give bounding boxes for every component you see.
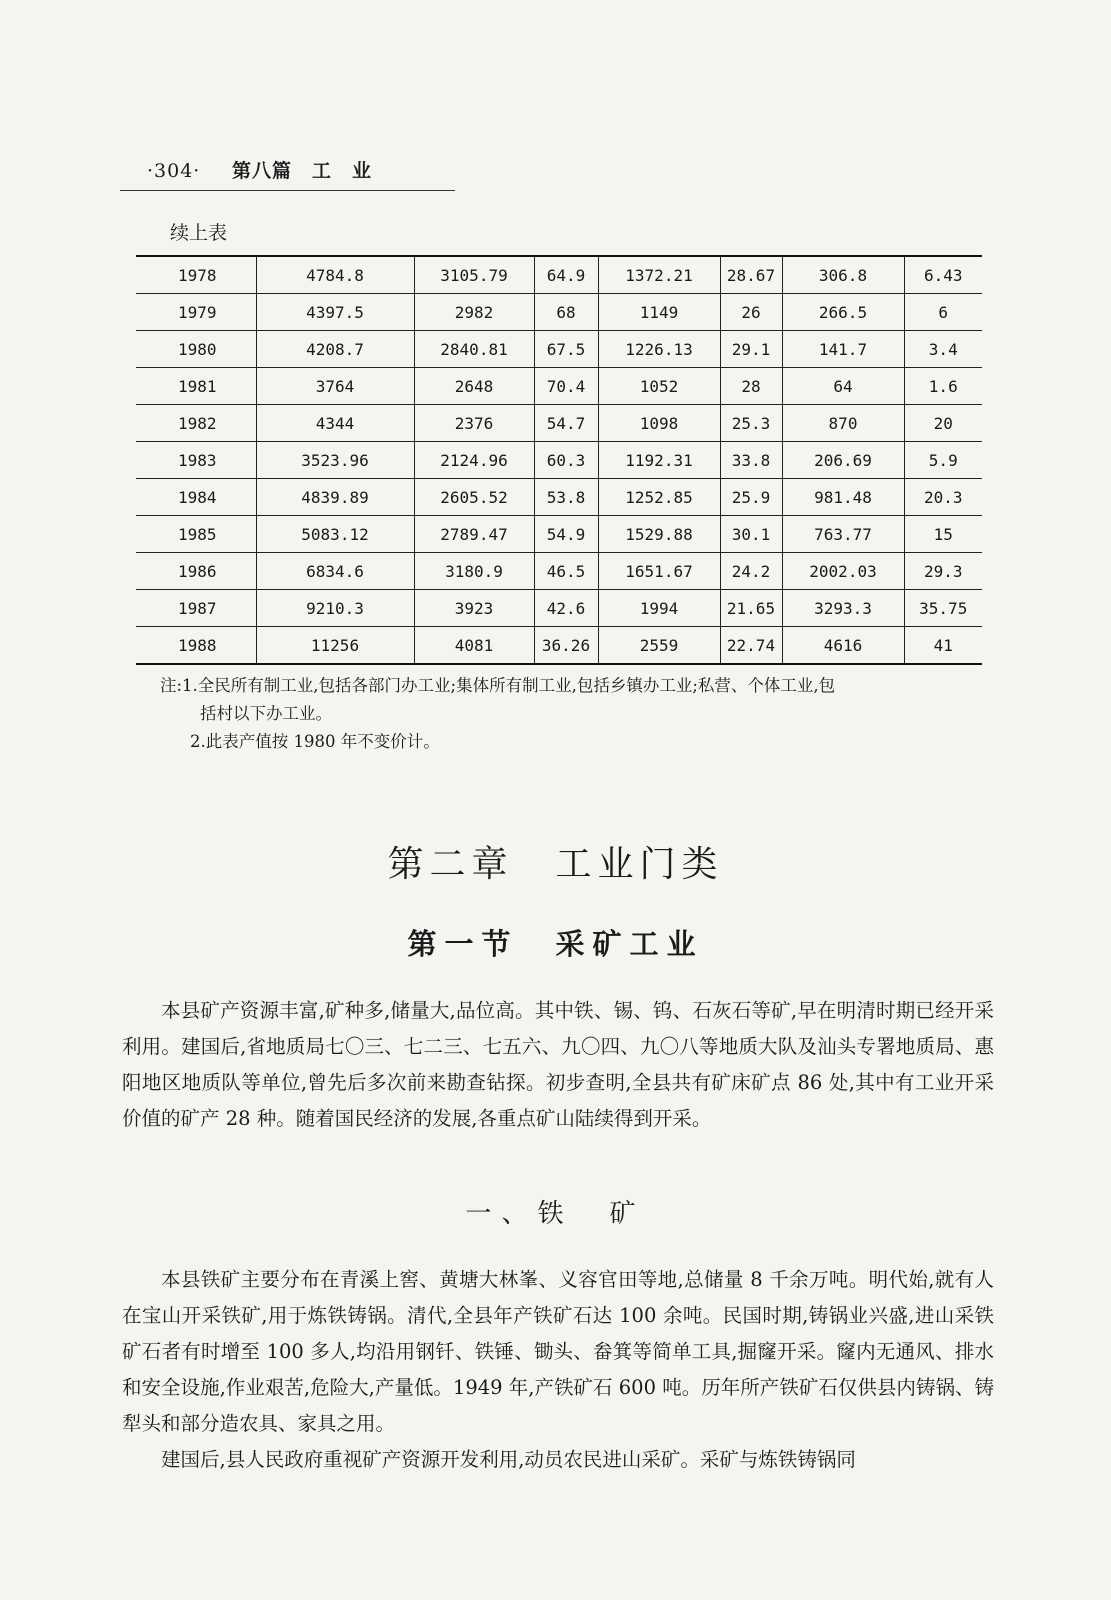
table-cell: 4784.8 — [256, 256, 414, 294]
table-cell: 1098 — [598, 405, 720, 442]
table-cell: 30.1 — [720, 516, 782, 553]
note-1-line-2: 括村以下办工业。 — [200, 704, 332, 723]
table-cell: 306.8 — [782, 256, 904, 294]
table-cell: 3.4 — [904, 331, 982, 368]
table-notes — [160, 672, 1000, 756]
table-cell: 28 — [720, 368, 782, 405]
table-cell: 20 — [904, 405, 982, 442]
table-cell: 22.74 — [720, 627, 782, 665]
table-cell: 25.9 — [720, 479, 782, 516]
paragraph-iron-history: 本县铁矿主要分布在青溪上窖、黄塘大林峯、义容官田等地,总储量 8 千余万吨。明代始,就有人在宝山开采铁矿,用于炼铁铸锅。清代,全县年产铁矿石达 100 余吨。民国时期,铸锅业兴盛,进山采铁矿石者有时增至 100 多人,均沿用钢钎、铁锤、锄头、畚箕等简单工具,掘窿开采。窿内无通风、排水和安全设施,作业艰苦,危险大,产量低。1949 年,产铁矿石 600 吨。历年所产铁矿石仅供县内铸锅、铸犁头和部分造农具、家具之用。 — [122, 1268, 994, 1435]
table-cell: 20.3 — [904, 479, 982, 516]
paragraph-intro: 本县矿产资源丰富,矿种多,储量大,品位高。其中铁、锡、钨、石灰石等矿,早在明清时期已经开采利用。建国后,省地质局七〇三、七二三、七五六、九〇四、九〇八等地质大队及汕头专署地质局、惠阳地区地质队等单位,曾先后多次前来勘查钻探。初步查明,全县共有矿床矿点 86 处,其中有工业开采价值的矿产 28 种。随着国民经济的发展,各重点矿山陆续得到开采。 — [122, 999, 994, 1130]
table-row — [136, 405, 982, 442]
table-cell: 46.5 — [534, 553, 598, 590]
table-cell: 266.5 — [782, 294, 904, 331]
table-cell: 24.2 — [720, 553, 782, 590]
table-cell: 15 — [904, 516, 982, 553]
table-cell-year: 1980 — [136, 331, 256, 368]
table-cell: 6834.6 — [256, 553, 414, 590]
table-cell: 3923 — [414, 590, 534, 627]
table-row — [136, 627, 982, 665]
table-cell: 64 — [782, 368, 904, 405]
table-cell: 11256 — [256, 627, 414, 665]
table-cell: 70.4 — [534, 368, 598, 405]
header-rule — [120, 190, 455, 191]
table-cell-year: 1981 — [136, 368, 256, 405]
table-cell: 763.77 — [782, 516, 904, 553]
table-cell: 28.67 — [720, 256, 782, 294]
table-cell: 1226.13 — [598, 331, 720, 368]
table-cell: 4616 — [782, 627, 904, 665]
table-cell: 2605.52 — [414, 479, 534, 516]
table-cell-year: 1983 — [136, 442, 256, 479]
table-cell: 3180.9 — [414, 553, 534, 590]
table-cell: 54.7 — [534, 405, 598, 442]
table-cell: 2789.47 — [414, 516, 534, 553]
table-cell: 1372.21 — [598, 256, 720, 294]
table-row — [136, 368, 982, 405]
table-cell: 2648 — [414, 368, 534, 405]
table-cell: 3523.96 — [256, 442, 414, 479]
table-row — [136, 256, 982, 294]
table-cell: 9210.3 — [256, 590, 414, 627]
table-cell-year: 1984 — [136, 479, 256, 516]
table-cell: 2002.03 — [782, 553, 904, 590]
table-row — [136, 442, 982, 479]
table-cell: 1192.31 — [598, 442, 720, 479]
table-cell: 21.65 — [720, 590, 782, 627]
table-cell: 4839.89 — [256, 479, 414, 516]
table-cell: 2376 — [414, 405, 534, 442]
table-cell: 4397.5 — [256, 294, 414, 331]
table-cell: 1994 — [598, 590, 720, 627]
table-caption: 续上表 — [170, 222, 228, 244]
table-cell: 42.6 — [534, 590, 598, 627]
table-cell: 2840.81 — [414, 331, 534, 368]
part-title: 第八篇 工 业 — [231, 160, 372, 182]
table-cell: 1651.67 — [598, 553, 720, 590]
table-cell-year: 1978 — [136, 256, 256, 294]
table-cell: 2982 — [414, 294, 534, 331]
table-cell: 68 — [534, 294, 598, 331]
table-cell: 4208.7 — [256, 331, 414, 368]
table-cell: 2124.96 — [414, 442, 534, 479]
running-header — [147, 156, 372, 183]
table-cell-year: 1987 — [136, 590, 256, 627]
table-cell: 4081 — [414, 627, 534, 665]
table-cell: 870 — [782, 405, 904, 442]
table-cell: 981.48 — [782, 479, 904, 516]
table-cell: 3764 — [256, 368, 414, 405]
table-row — [136, 294, 982, 331]
table-cell: 141.7 — [782, 331, 904, 368]
table-cell: 6 — [904, 294, 982, 331]
table-cell: 29.1 — [720, 331, 782, 368]
table-cell: 6.43 — [904, 256, 982, 294]
note-1-line-1: 注:1.全民所有制工业,包括各部门办工业;集体所有制工业,包括乡镇办工业;私营、个体工业,包 — [160, 676, 836, 695]
table-cell: 54.9 — [534, 516, 598, 553]
table-cell: 1149 — [598, 294, 720, 331]
table-cell-year: 1979 — [136, 294, 256, 331]
table-cell: 2559 — [598, 627, 720, 665]
chapter-title: 第二章 工业门类 — [387, 844, 724, 885]
table-row — [136, 479, 982, 516]
table-cell: 1.6 — [904, 368, 982, 405]
table-cell: 60.3 — [534, 442, 598, 479]
table-cell: 1529.88 — [598, 516, 720, 553]
table-row — [136, 553, 982, 590]
table-cell-year: 1982 — [136, 405, 256, 442]
table-cell: 5.9 — [904, 442, 982, 479]
table-row — [136, 590, 982, 627]
table-cell: 3105.79 — [414, 256, 534, 294]
table-cell-year: 1988 — [136, 627, 256, 665]
table-cell-year: 1986 — [136, 553, 256, 590]
table-cell: 36.26 — [534, 627, 598, 665]
table-cell: 26 — [720, 294, 782, 331]
table-cell: 4344 — [256, 405, 414, 442]
table-cell: 35.75 — [904, 590, 982, 627]
section-title: 第一节 采矿工业 — [407, 927, 704, 961]
table-row — [136, 516, 982, 553]
table-cell: 64.9 — [534, 256, 598, 294]
table-cell: 41 — [904, 627, 982, 665]
table-cell: 1252.85 — [598, 479, 720, 516]
table-cell: 5083.12 — [256, 516, 414, 553]
table-cell: 1052 — [598, 368, 720, 405]
table-cell: 53.8 — [534, 479, 598, 516]
table-cell: 67.5 — [534, 331, 598, 368]
table-cell: 206.69 — [782, 442, 904, 479]
subheading-iron-ore: 一、铁 矿 — [465, 1199, 646, 1229]
table-cell: 3293.3 — [782, 590, 904, 627]
note-2: 2.此表产值按 1980 年不变价计。 — [190, 732, 440, 751]
table-cell: 29.3 — [904, 553, 982, 590]
output-value-table — [136, 255, 982, 665]
paragraph-post-liberation: 建国后,县人民政府重视矿产资源开发利用,动员农民进山采矿。采矿与炼铁铸锅同 — [161, 1448, 856, 1471]
table-cell: 25.3 — [720, 405, 782, 442]
table-cell: 33.8 — [720, 442, 782, 479]
table-cell-year: 1985 — [136, 516, 256, 553]
page-number: ·304· — [147, 160, 201, 182]
table-row — [136, 331, 982, 368]
